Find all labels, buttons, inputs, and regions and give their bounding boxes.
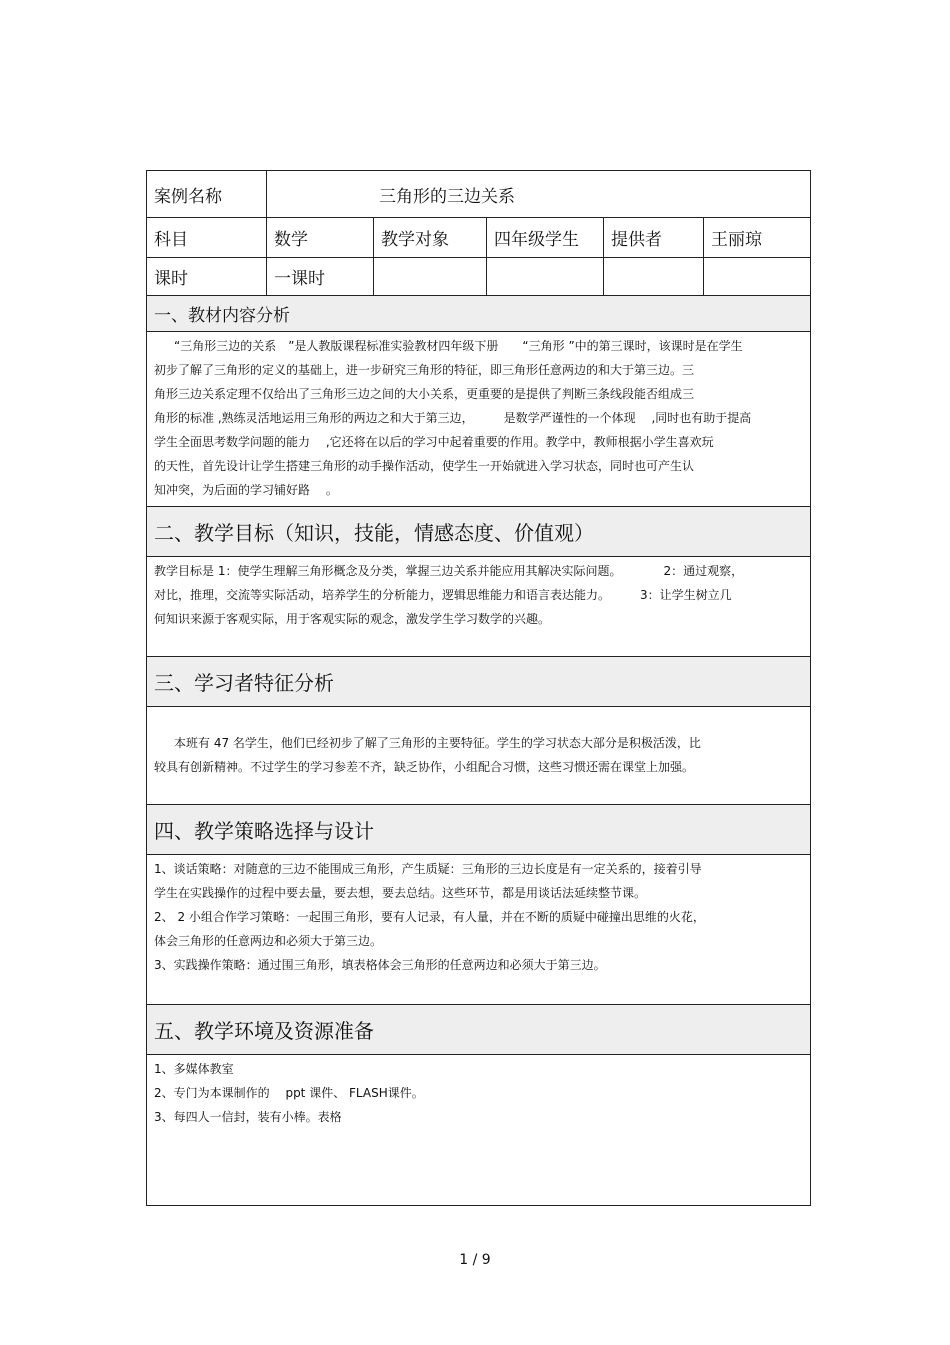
text-line: 的天性，首先设计让学生搭建三角形的动手操作活动，使学生一开始就进入学习状态，同时也可产生认: [154, 459, 695, 473]
page-number: 1 / 9: [459, 1252, 491, 1268]
section-body-learner-analysis: [147, 707, 810, 805]
subject-row: [147, 218, 810, 258]
text-line: 3、实践操作策略：通过围三角形，填表格体会三角形的任意两边和必须大于第三边。: [154, 958, 606, 972]
section-body-strategy: [147, 855, 810, 1005]
section-title: 一、教材内容分析: [147, 296, 810, 332]
text-line: “三角形三边的关系 ”是人教版课程标准实验教材四年级下册 “三角形 ”中的第三课时，该课时是在学生: [174, 339, 743, 353]
text-line: 体会三角形的任意两边和必须大于第三边。: [154, 934, 383, 948]
target-label: 教学对象: [374, 218, 487, 257]
case-name-label: 案例名称: [147, 171, 267, 217]
subject-value: 数学: [267, 218, 374, 257]
text-line: 学生全面思考数学问题的能力 ,它还将在以后的学习中起着重要的作用。教学中，教师根据小学生喜欢玩: [154, 435, 714, 449]
text-line: 较具有创新精神。不过学生的学习参差不齐，缺乏协作，小组配合习惯，这些习惯还需在课堂上加强。: [154, 760, 695, 774]
text-line: 2、专门为本课制作的 ppt 课件、 FLASH课件。: [154, 1086, 424, 1100]
period-label: 课时: [147, 258, 267, 295]
text-line: 角形的标准 ,熟练灵活地运用三角形的两边之和大于第三边， 是数学严谨性的一个体现 ,同时也有助于提高: [154, 411, 752, 425]
text-line: 教学目标是 1：使学生理解三角形概念及分类，掌握三边关系并能应用其解决实际问题。 2：通过观察，: [154, 564, 744, 578]
text-line: 知冲突，为后面的学习铺好路 。: [154, 483, 338, 497]
text-line: 初步了解了三角形的定义的基础上，进一步研究三角形的特征，即三角形任意两边的和大于第三边。三: [154, 363, 695, 377]
section-body-resources: [147, 1055, 810, 1205]
empty-cell: [704, 258, 810, 295]
provider-label: 提供者: [604, 218, 704, 257]
text-line: 3、每四人一信封，装有小棒。表格: [154, 1110, 342, 1124]
lesson-plan-table: [146, 170, 811, 1206]
section-title: 三、学习者特征分析: [147, 657, 810, 707]
text-line: 本班有 47 名学生，他们已经初步了解了三角形的主要特征。学生的学习状态大部分是积极活泼，比: [174, 736, 701, 750]
text-line: 何知识来源于客观实际，用于客观实际的观念，激发学生学习数学的兴趣。: [154, 612, 551, 626]
provider-value: 王丽琼: [711, 230, 762, 250]
section-title: 四、教学策略选择与设计: [147, 805, 810, 855]
empty-cell: [604, 258, 704, 295]
subject-label: 科目: [147, 218, 267, 257]
period-value: 一课时: [267, 258, 374, 295]
text-line: 2、 2 小组合作学习策略：一起围三角形，要有人记录，有人量，并在不断的质疑中碰撞出思维的火花，: [154, 910, 705, 924]
text-line: 角形三边关系定理不仅给出了三角形三边之间的大小关系，更重要的是提供了判断三条线段能否组成三: [154, 387, 695, 401]
target-value: 四年级学生: [487, 218, 604, 257]
text-line: 对比，推理，交流等实际活动，培养学生的分析能力，逻辑思维能力和语言表达能力。 3：让学生树立几: [154, 588, 732, 602]
section-body-content-analysis: [147, 332, 810, 507]
text-line: 1、多媒体教室: [154, 1062, 234, 1076]
text-line: 学生在实践操作的过程中要去量，要去想，要去总结。这些环节，都是用谈话法延续整节课。: [154, 886, 647, 900]
section-title: 五、教学环境及资源准备: [147, 1005, 810, 1055]
empty-cell: [374, 258, 487, 295]
section-title: 二、教学目标（知识，技能，情感态度、价值观）: [147, 507, 810, 557]
text-line: 1、谈话策略：对随意的三边不能围成三角形，产生质疑：三角形的三边长度是有一定关系的，接着引导: [154, 862, 702, 876]
empty-cell: [487, 258, 604, 295]
section-body-objectives: [147, 557, 810, 657]
case-name-row: [147, 171, 810, 218]
period-row: [147, 258, 810, 296]
case-name-value: 三角形的三边关系: [379, 186, 515, 207]
